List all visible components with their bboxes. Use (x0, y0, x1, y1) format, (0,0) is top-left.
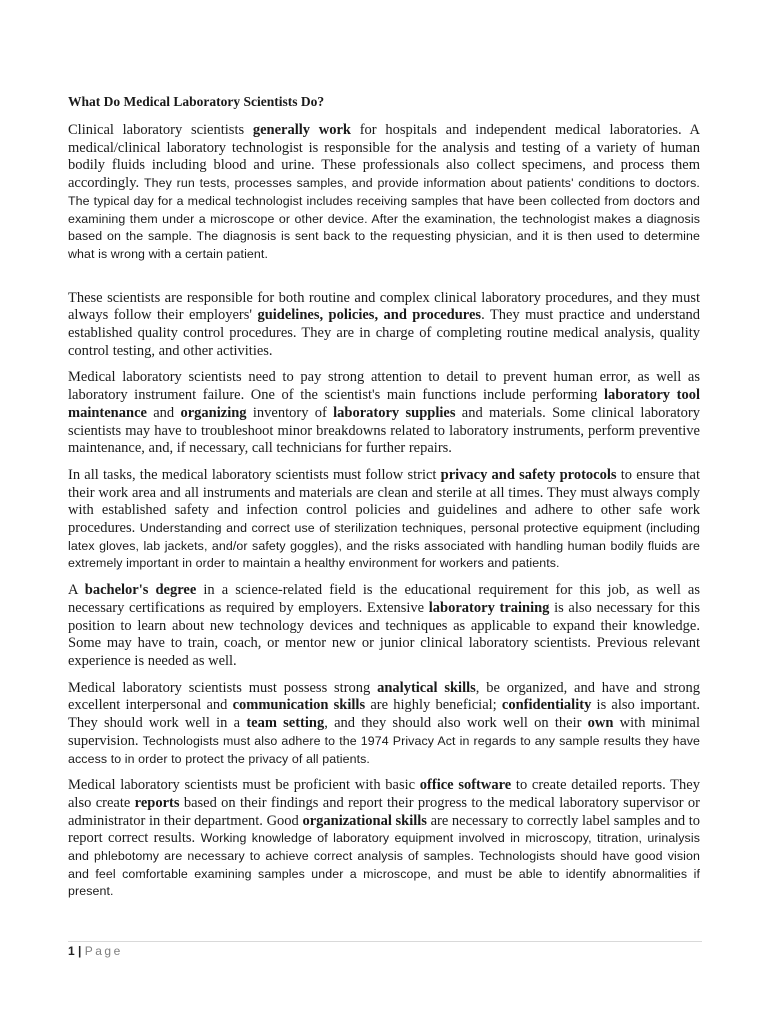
text-run: and materials. Some clinical laboratory scientists may have to troubleshoot minor breakdowns related to laboratory instruments, perform preventive maintenance, and, if necessary, call technicians for further repairs. (68, 404, 700, 457)
sans-text-run: They run tests, processes samples, and provide information about patients' conditions to doctors. The typical day for a medical technologist includes receiving samples that have been collected from doctors and examining them under a microscope or other device. After the examination, the technologist makes a diagnosis based on the sample. The diagnosis is sent back to the requesting physician, and it is then used to determine what is wrong with a certain patient. (68, 176, 700, 261)
text-run: are necessary to correctly label samples and to report correct results. (68, 812, 701, 847)
text-run: , and they should also work well on their (324, 715, 588, 732)
bold-term: analytical skills (377, 679, 476, 696)
bold-term: office software (419, 777, 512, 794)
bold-term: laboratory tool maintenance (68, 387, 700, 421)
text-run: Clinical laboratory scientists (68, 122, 253, 138)
page-title: What Do Medical Laboratory Scientists Do? (68, 94, 325, 109)
footer-separator: | (78, 944, 82, 958)
footer-divider (68, 941, 702, 942)
page-number: 1 (68, 944, 75, 958)
page-footer (68, 944, 123, 958)
text-run: Medical laboratory scientists must possess strong (68, 679, 378, 696)
bold-term: organizational skills (302, 812, 427, 829)
sans-text-run: Working knowledge of laboratory equipment involved in microscopy, titration, urinalysis and phlebotomy are necessary to achieve correct analysis of samples. Technologists should have good vision and feel comfortable examining samples under a microscope, and must be able to identify abnormalities if present. (68, 831, 700, 899)
bold-term: reports (134, 794, 180, 811)
bold-term: laboratory supplies (333, 404, 456, 421)
paragraph (68, 777, 700, 901)
text-run: These scientists are responsible for both routine and complex clinical laboratory procedures, and they must always follow their employers' (68, 289, 700, 324)
text-run: is also necessary for this position to learn about new technology devices and techniques as applicable to expand their knowledge. Some may have to train, coach, or mentor new or junior clinical laboratory scientists. Previous relevant experience is needed as well. (68, 599, 700, 669)
paragraph (68, 290, 700, 361)
text-run: to create detailed reports. They also create (68, 777, 700, 811)
text-run: is also important. They should work well in a (68, 697, 700, 732)
text-run: Medical laboratory scientists must be proficient with basic (68, 777, 420, 794)
text-run: for hospitals and independent medical laboratories. A medical/clinical laboratory technologist is responsible for the analysis and testing of a variety of human bodily fluids including blood and urine. These professionals also collect specimens, and process them accordingly. (68, 122, 700, 192)
text-run: inventory of (246, 404, 334, 421)
text-run: , be organized, and have and strong excellent interpersonal and (68, 679, 700, 714)
sans-text-run: Technologists must also adhere to the 1974 Privacy Act in regards to any sample results they have access to in order to protect the privacy of all patients. (68, 733, 700, 766)
sans-text-run: Understanding and correct use of sterilization techniques, personal protective equipment (including latex gloves, lab jackets, and/or safety goggles), and the risks associated with handling human bodily fluids are extremely important in order to maintain a healthy environment for workers and patients. (68, 521, 700, 571)
bold-term: confidentiality (501, 697, 592, 714)
text-run: with minimal supervision. (68, 715, 701, 749)
bold-term: generally work (252, 122, 351, 138)
text-run: In all tasks, the medical laboratory scientists must follow strict (68, 466, 441, 483)
paragraph (68, 582, 700, 671)
bold-term: team setting (246, 715, 325, 732)
text-run: A (68, 582, 85, 599)
text-run: . They must practice and understand established quality control procedures. They are in charge of completing routine medical analysis, quality control testing, and other activities. (68, 307, 701, 359)
document-body (68, 93, 700, 910)
text-run: based on their findings and report their progress to the medical laboratory supervisor or administrator in their department. Good (68, 794, 700, 829)
paragraph (68, 680, 700, 769)
text-run: in a science-related field is the educational requirement for this job, as well as necessary certifications as required by employers. Extensive (68, 582, 701, 616)
text-run: are highly beneficial; (365, 697, 502, 714)
bold-term: laboratory training (428, 599, 550, 616)
paragraph (68, 369, 700, 458)
bold-term: own (587, 715, 614, 732)
paragraph (68, 122, 700, 264)
paragraph (68, 467, 700, 573)
page-label: Page (84, 944, 123, 958)
text-run: Medical laboratory scientists need to pay strong attention to detail to prevent human error, as well as laboratory instrument failure. One of the scientist's main functions include performing (68, 369, 700, 404)
bold-term: organizing (180, 404, 247, 421)
text-run: to ensure that their work area and all instruments and materials are clean and sterile at all times. They must always comply with established safety and infection control policies and guidelines and adhere to other safe work procedures. (68, 466, 700, 537)
text-run: and (146, 404, 181, 421)
bold-term: bachelor's degree (84, 582, 197, 599)
bold-term: privacy and safety protocols (440, 466, 617, 483)
bold-term: guidelines, policies, and procedures (257, 307, 482, 324)
bold-term: communication skills (232, 697, 366, 714)
